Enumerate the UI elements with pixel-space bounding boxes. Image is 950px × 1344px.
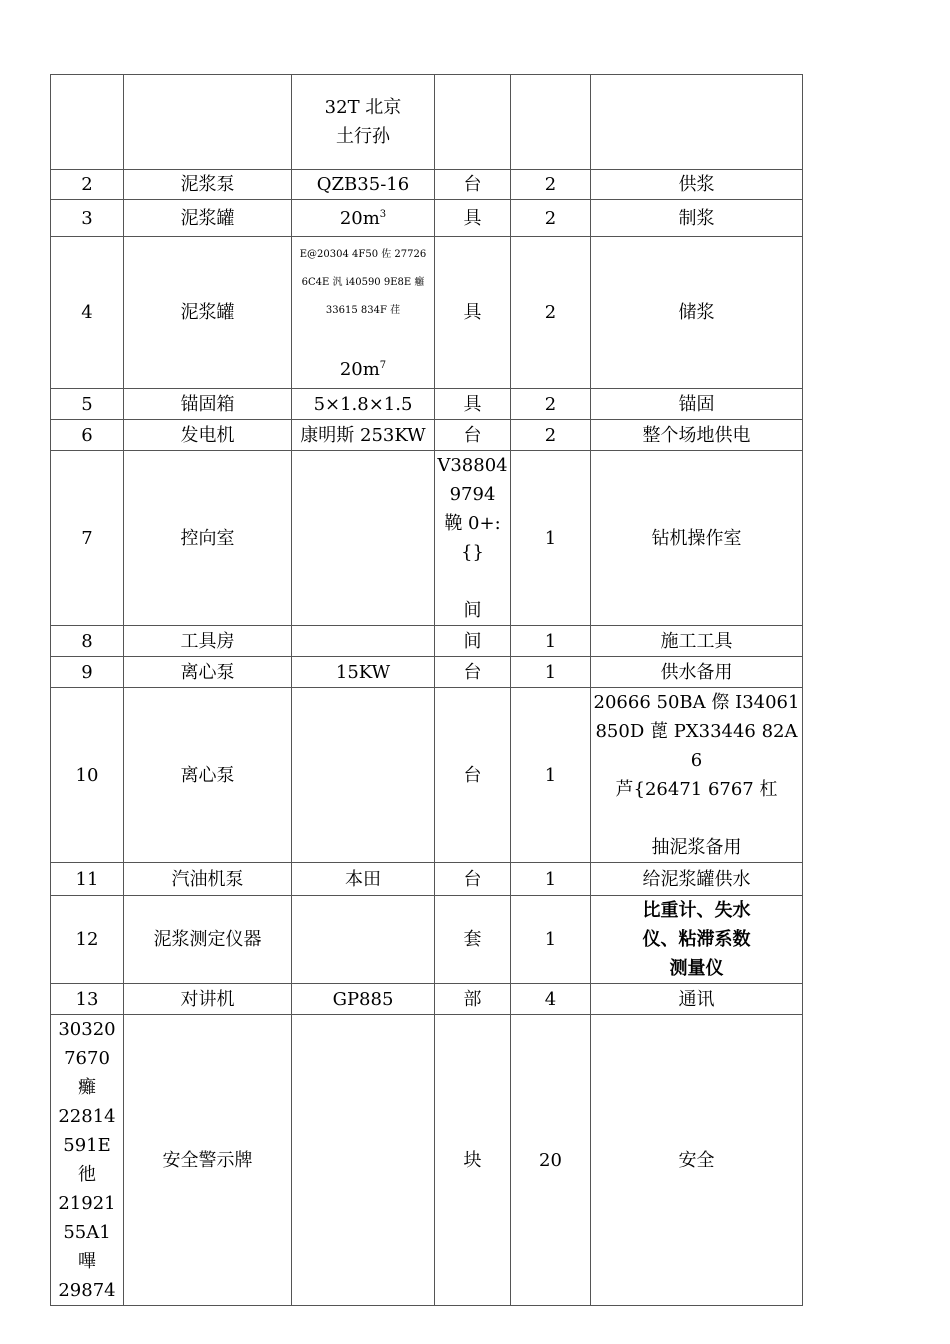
cell-qty: 1 — [511, 688, 591, 863]
table-row — [51, 688, 803, 863]
use-line: 比重计、失水 — [642, 900, 751, 921]
spec-noise-line: E@20304 4F50 佐 27726 — [299, 249, 427, 260]
unit-line: V38804 — [437, 455, 508, 476]
cell-unit: 部 — [435, 984, 511, 1015]
cell-unit: 间 — [435, 626, 511, 657]
use-line: 测量仪 — [669, 958, 724, 979]
cell-use — [591, 896, 803, 984]
cell-spec — [292, 451, 435, 626]
table-row — [51, 863, 803, 896]
cell-use: 储浆 — [591, 237, 803, 389]
table-row — [51, 200, 803, 237]
spec-noise-line: 6C4E 汎 i40590 9E8E 癰 — [301, 277, 425, 288]
cell-use: 给泥浆罐供水 — [591, 863, 803, 896]
cell-unit: 台 — [435, 688, 511, 863]
cell-use: 施工工具 — [591, 626, 803, 657]
cell-use: 整个场地供电 — [591, 420, 803, 451]
cell-name: 发电机 — [124, 420, 292, 451]
cell-unit: 台 — [435, 420, 511, 451]
cell-use — [591, 688, 803, 863]
use-line: 20666 50BA 傺 I34061 — [593, 692, 800, 713]
cell-no: 13 — [51, 984, 124, 1015]
cell-name: 离心泵 — [124, 657, 292, 688]
cell-qty: 1 — [511, 863, 591, 896]
cell-unit: 台 — [435, 170, 511, 200]
no-line: 30320 — [58, 1019, 116, 1040]
cell-unit: 具 — [435, 237, 511, 389]
cell-qty — [511, 75, 591, 170]
cell-unit: 台 — [435, 657, 511, 688]
table-row — [51, 237, 803, 389]
cell-use: 通讯 — [591, 984, 803, 1015]
unit-line: 间 — [463, 600, 482, 621]
no-line: 嗶 — [78, 1251, 96, 1272]
use-line: 抽泥浆备用 — [651, 837, 742, 858]
cell-no: 9 — [51, 657, 124, 688]
cell-no: 12 — [51, 896, 124, 984]
cell-unit — [435, 75, 511, 170]
unit-line: {} — [461, 542, 484, 563]
no-line: 彵 — [78, 1164, 96, 1185]
cell-unit: 具 — [435, 200, 511, 237]
cell-name: 安全警示牌 — [124, 1015, 292, 1306]
cell-use: 锚固 — [591, 389, 803, 420]
cell-qty: 4 — [511, 984, 591, 1015]
no-line: 21921 — [58, 1193, 116, 1214]
cell-qty: 20 — [511, 1015, 591, 1306]
cell-no: 3 — [51, 200, 124, 237]
spec-superscript: 3 — [379, 209, 387, 220]
cell-no: 4 — [51, 237, 124, 389]
cell-name: 控向室 — [124, 451, 292, 626]
cell-no: 7 — [51, 451, 124, 626]
cell-no: 6 — [51, 420, 124, 451]
table-row — [51, 389, 803, 420]
cell-spec — [292, 237, 435, 389]
table-row — [51, 657, 803, 688]
spec-line: 土行孙 — [336, 126, 390, 147]
cell-no: 10 — [51, 688, 124, 863]
no-line: 55A1 — [63, 1222, 111, 1243]
cell-spec — [292, 688, 435, 863]
cell-qty: 2 — [511, 420, 591, 451]
cell-spec: QZB35-16 — [292, 170, 435, 200]
cell-spec: 5×1.8×1.5 — [292, 389, 435, 420]
cell-spec — [292, 75, 435, 170]
no-line: 7670 — [64, 1048, 110, 1069]
cell-qty: 2 — [511, 170, 591, 200]
cell-no: 11 — [51, 863, 124, 896]
cell-qty: 2 — [511, 237, 591, 389]
cell-unit: 台 — [435, 863, 511, 896]
cell-qty: 2 — [511, 389, 591, 420]
cell-spec: GP885 — [292, 984, 435, 1015]
cell-unit: 套 — [435, 896, 511, 984]
cell-unit: 具 — [435, 389, 511, 420]
cell-name: 汽油机泵 — [124, 863, 292, 896]
use-line: 仪、粘滞系数 — [642, 929, 751, 950]
cell-spec: 康明斯 253KW — [292, 420, 435, 451]
cell-name: 泥浆罐 — [124, 200, 292, 237]
use-line — [593, 804, 800, 833]
table-row — [51, 896, 803, 984]
spec-line: 32T 北京 — [324, 97, 402, 118]
spec-superscript: 7 — [379, 360, 387, 371]
cell-spec — [292, 626, 435, 657]
cell-name: 泥浆罐 — [124, 237, 292, 389]
cell-no: 5 — [51, 389, 124, 420]
cell-no — [51, 75, 124, 170]
cell-spec: 15KW — [292, 657, 435, 688]
unit-line: 9794 — [449, 484, 496, 505]
cell-use: 供浆 — [591, 170, 803, 200]
cell-name: 离心泵 — [124, 688, 292, 863]
cell-spec — [292, 1015, 435, 1306]
no-line: 22814 — [58, 1106, 116, 1127]
cell-qty: 1 — [511, 626, 591, 657]
cell-use: 钻机操作室 — [591, 451, 803, 626]
cell-name: 泥浆测定仪器 — [124, 896, 292, 984]
use-line: 芦{26471 6767 杠 — [615, 779, 778, 800]
cell-name: 对讲机 — [124, 984, 292, 1015]
table-row — [51, 1015, 803, 1306]
table-row — [51, 75, 803, 170]
cell-use: 制浆 — [591, 200, 803, 237]
cell-qty: 1 — [511, 896, 591, 984]
equipment-table — [50, 74, 803, 1306]
cell-qty: 2 — [511, 200, 591, 237]
no-line: 29874 — [58, 1280, 116, 1301]
unit-line: 鞔 0+: — [444, 513, 501, 534]
cell-name: 锚固箱 — [124, 389, 292, 420]
table-row — [51, 451, 803, 626]
spec-value: 20m — [339, 359, 380, 380]
cell-no: 2 — [51, 170, 124, 200]
table-row — [51, 420, 803, 451]
cell-spec — [292, 896, 435, 984]
spec-value: 20m — [339, 208, 380, 229]
cell-spec — [292, 200, 435, 237]
cell-qty: 1 — [511, 451, 591, 626]
cell-use: 供水备用 — [591, 657, 803, 688]
cell-use: 安全 — [591, 1015, 803, 1306]
use-line: 850D 蓖 PX33446 82A6 — [595, 721, 798, 771]
table-row — [51, 170, 803, 200]
no-line: 癱 — [78, 1077, 96, 1098]
unit-line — [437, 567, 508, 596]
cell-use — [591, 75, 803, 170]
cell-unit: 块 — [435, 1015, 511, 1306]
spec-noise-line: 33615 834F 荏 — [325, 305, 401, 316]
cell-spec: 本田 — [292, 863, 435, 896]
cell-no — [51, 1015, 124, 1306]
cell-no: 8 — [51, 626, 124, 657]
cell-name — [124, 75, 292, 170]
cell-qty: 1 — [511, 657, 591, 688]
cell-name: 泥浆泵 — [124, 170, 292, 200]
table-row — [51, 626, 803, 657]
cell-name: 工具房 — [124, 626, 292, 657]
table-row — [51, 984, 803, 1015]
no-line: 591E — [63, 1135, 111, 1156]
cell-unit — [435, 451, 511, 626]
